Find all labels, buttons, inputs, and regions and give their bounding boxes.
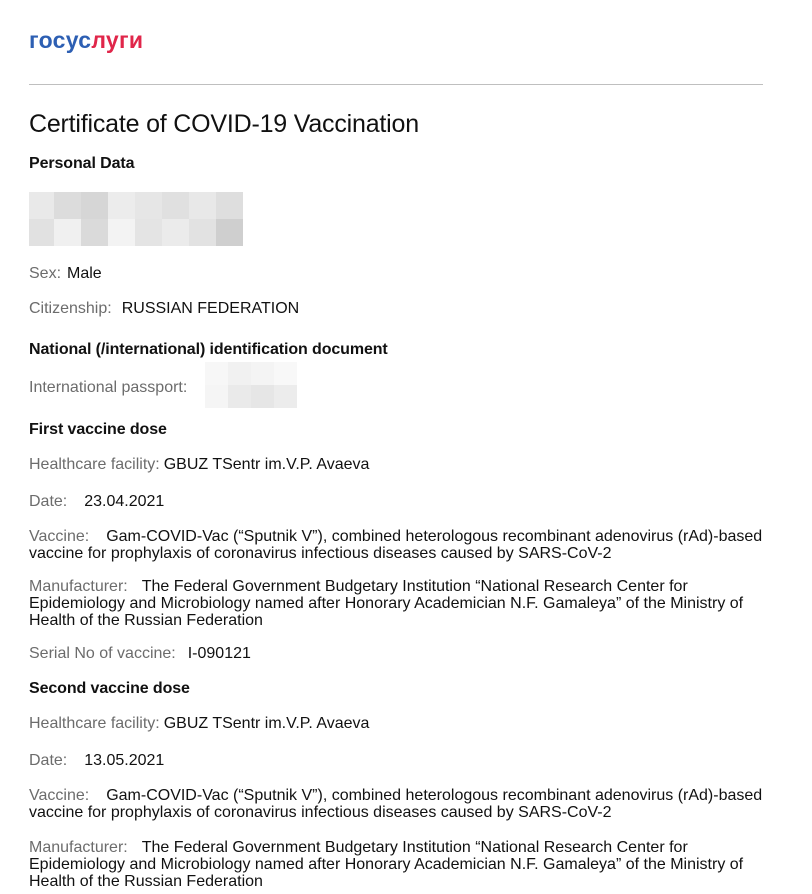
first-dose-serial-row [29, 645, 763, 662]
first-dose-date-row [29, 493, 763, 510]
logo-part-red: луги [91, 27, 144, 53]
facility-value: GBUZ TSentr im.V.P. Avaeva [163, 456, 370, 473]
vaccine-label: Vaccine: [29, 528, 90, 545]
redacted-passport-block [205, 362, 297, 408]
sex-label: Sex: [29, 265, 62, 282]
gosuslugi-logo[interactable] [29, 27, 143, 53]
citizenship-value: RUSSIAN FEDERATION [121, 300, 300, 317]
facility-label: Healthcare facility: [29, 456, 160, 473]
facility-value: GBUZ TSentr im.V.P. Avaeva [163, 715, 370, 732]
vaccine-value: Gam-COVID-Vac (“Sputnik V”), combined heterologous recombinant adenovirus (rAd)-based vaccine for prophylaxis of coronavirus infectious diseases caused by SARS-CoV-2 [29, 787, 763, 821]
date-label: Date: [29, 493, 68, 510]
redacted-name-block [29, 192, 243, 246]
manufacturer-label: Manufacturer: [29, 839, 128, 856]
serial-label: Serial No of vaccine: [29, 645, 176, 662]
page-title: Certificate of COVID-19 Vaccination [29, 110, 419, 138]
passport-label: International passport: [29, 379, 188, 396]
header-divider [29, 84, 763, 85]
date-value: 13.05.2021 [84, 752, 165, 769]
sex-row [29, 265, 763, 282]
personal-data-heading: Personal Data [29, 155, 135, 172]
manufacturer-value: The Federal Government Budgetary Institution “National Research Center for Epidemiology and Microbiology named after Honorary Academician N.F. Gamaleya” of the Ministry of Health of the Russian Federation [29, 839, 744, 890]
first-dose-heading: First vaccine dose [29, 421, 167, 438]
first-dose-vaccine-row [29, 528, 763, 562]
passport-row [29, 379, 763, 396]
certificate-page [29, 0, 763, 894]
vaccine-value: Gam-COVID-Vac (“Sputnik V”), combined heterologous recombinant adenovirus (rAd)-based vaccine for prophylaxis of coronavirus infectious diseases caused by SARS-CoV-2 [29, 528, 763, 562]
serial-value: I-090121 [187, 645, 251, 662]
second-dose-heading: Second vaccine dose [29, 680, 190, 697]
logo-part-blue: госус [29, 27, 92, 53]
sex-value: Male [67, 265, 102, 282]
id-document-heading: National (/international) identification document [29, 341, 388, 358]
second-dose-date-row [29, 752, 763, 769]
second-dose-vaccine-row [29, 787, 763, 821]
manufacturer-value: The Federal Government Budgetary Institution “National Research Center for Epidemiology and Microbiology named after Honorary Academician N.F. Gamaleya” of the Ministry of Health of the Russian Federation [29, 578, 744, 629]
second-dose-manufacturer-row [29, 839, 763, 890]
facility-label: Healthcare facility: [29, 715, 160, 732]
citizenship-row [29, 300, 763, 317]
first-dose-facility-row [29, 456, 763, 473]
second-dose-facility-row [29, 715, 763, 732]
date-value: 23.04.2021 [84, 493, 165, 510]
date-label: Date: [29, 752, 68, 769]
manufacturer-label: Manufacturer: [29, 578, 128, 595]
citizenship-label: Citizenship: [29, 300, 112, 317]
first-dose-manufacturer-row [29, 578, 763, 629]
vaccine-label: Vaccine: [29, 787, 90, 804]
